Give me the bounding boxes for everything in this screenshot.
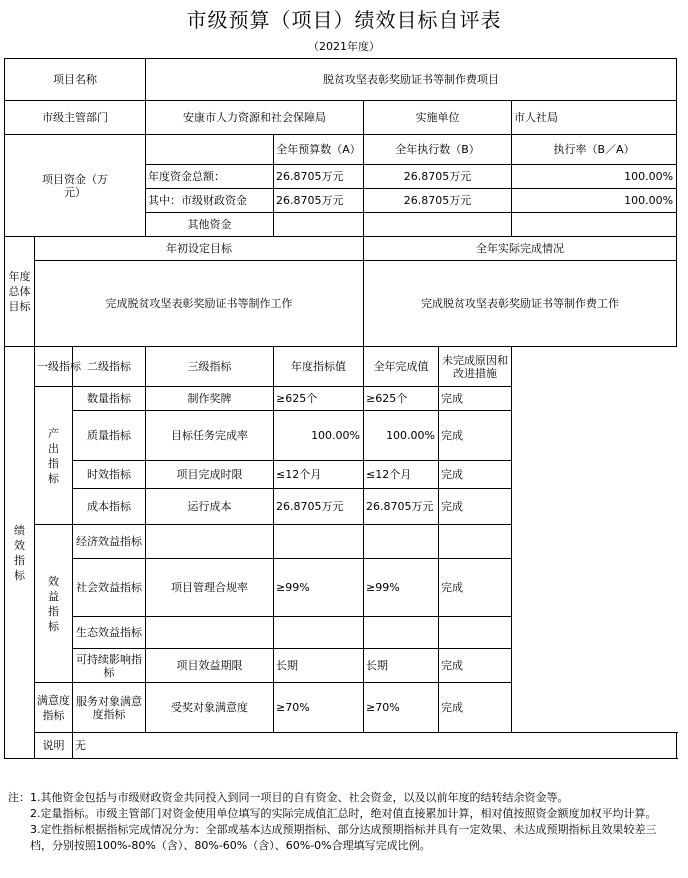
output-actual: 26.8705万元 xyxy=(364,489,439,525)
output-lvl2: 时效指标 xyxy=(73,461,146,489)
output-lvl3: 制作奖牌 xyxy=(146,387,274,411)
output-actual: ≥625个 xyxy=(364,387,439,411)
benefit-target xyxy=(274,525,364,559)
benefit-lvl2: 生态效益指标 xyxy=(73,617,146,649)
output-target: ≤12个月 xyxy=(274,461,364,489)
perf-reason-header: 未完成原因和改进措施 xyxy=(439,347,512,387)
benefit-target: ≥99% xyxy=(274,559,364,617)
dept-value: 安康市人力资源和社会保障局 xyxy=(146,101,364,135)
funds-fiscal-label: 其中：市级财政资金 xyxy=(146,189,274,213)
satisfaction-lvl3: 受奖对象满意度 xyxy=(146,683,274,733)
funds-total-budget: 26.8705万元 xyxy=(274,165,364,189)
benefit-reason: 完成 xyxy=(439,559,512,617)
benefit-actual: 长期 xyxy=(364,649,439,683)
funds-other-label: 其他资金 xyxy=(146,213,274,237)
remark-label: 说明 xyxy=(35,733,73,759)
benefit-lvl3 xyxy=(146,617,274,649)
unit-value: 市人社局 xyxy=(512,101,677,135)
output-actual: ≤12个月 xyxy=(364,461,439,489)
perf-lvl2-header: 二级指标 xyxy=(73,347,146,387)
output-actual: 100.00% xyxy=(364,411,439,461)
satisfaction-reason: 完成 xyxy=(439,683,512,733)
output-lvl3: 运行成本 xyxy=(146,489,274,525)
goals-actual-text: 完成脱贫攻坚表彰奖励证书等制作费工作 xyxy=(364,261,677,347)
goals-label: 年度总体目标 xyxy=(5,237,35,347)
funds-budget-header: 全年预算数（A） xyxy=(274,135,364,165)
footnote-1: 注：1.其他资金包括与市级财政资金共同投入到同一项目的自有资金、社会资金，以及以前年度的结转结余资金等。 xyxy=(8,791,569,804)
funds-fiscal-rate: 100.00% xyxy=(512,189,677,213)
perf-lvl3-header: 三级指标 xyxy=(146,347,274,387)
satisfaction-lvl2: 服务对象满意度指标 xyxy=(73,683,146,733)
benefit-lvl3: 项目效益期限 xyxy=(146,649,274,683)
benefit-reason: 完成 xyxy=(439,649,512,683)
output-lvl2: 成本指标 xyxy=(73,489,146,525)
dept-label: 市级主管部门 xyxy=(5,101,146,135)
benefit-lvl2: 经济效益指标 xyxy=(73,525,146,559)
goals-actual-header: 全年实际完成情况 xyxy=(364,237,677,261)
benefit-actual xyxy=(364,617,439,649)
remark-value: 无 xyxy=(73,733,677,759)
funds-other-budget xyxy=(274,213,364,237)
benefit-lvl3 xyxy=(146,525,274,559)
footnotes xyxy=(8,790,676,854)
benefit-target: 长期 xyxy=(274,649,364,683)
output-reason: 完成 xyxy=(439,411,512,461)
benefit-actual xyxy=(364,525,439,559)
benefit-target xyxy=(274,617,364,649)
output-reason: 完成 xyxy=(439,489,512,525)
funds-fiscal-exec: 26.8705万元 xyxy=(364,189,512,213)
funds-other-exec xyxy=(364,213,512,237)
perf-actual-header: 全年完成值 xyxy=(364,347,439,387)
footnote-2: 2.定量指标。市级主管部门对资金使用单位填写的实际完成值汇总时，绝对值直接累加计算，相对值按照资金额度加权平均计算。 xyxy=(30,807,657,820)
goals-plan-text: 完成脱贫攻坚表彰奖励证书等制作工作 xyxy=(35,261,364,347)
project-name-value: 脱贫攻坚表彰奖励证书等制作费项目 xyxy=(146,59,677,101)
evaluation-table xyxy=(4,58,677,759)
output-lvl2: 数量指标 xyxy=(73,387,146,411)
funds-other-rate xyxy=(512,213,677,237)
funds-corner-cell xyxy=(146,135,274,165)
funds-exec-header: 全年执行数（B） xyxy=(364,135,512,165)
perf-target-header: 年度指标值 xyxy=(274,347,364,387)
output-target: ≥625个 xyxy=(274,387,364,411)
funds-total-rate: 100.00% xyxy=(512,165,677,189)
perf-lvl1-header: 一级指标 xyxy=(35,347,73,387)
goals-plan-header: 年初设定目标 xyxy=(35,237,364,261)
footnote-3: 3.定性指标根据指标完成情况分为：全部或基本达成预期指标、部分达成预期指标并具有一定效果、未达成预期指标且效果较差三档，分别按照100%-80%（含）、80%-60%（含）、60%-0%合理填写完成比例。 xyxy=(30,823,657,852)
funds-total-label: 年度资金总额： xyxy=(146,165,274,189)
output-indicator-label: 产出指标 xyxy=(35,387,73,525)
perf-label: 绩效指标 xyxy=(5,347,35,759)
page-title: 市级预算（项目）绩效目标自评表 xyxy=(186,8,502,32)
satisfaction-actual: ≥70% xyxy=(364,683,439,733)
project-name-label: 项目名称 xyxy=(5,59,146,101)
output-lvl2: 质量指标 xyxy=(73,411,146,461)
report-year: （2021年度） xyxy=(308,40,380,53)
satisfaction-target: ≥70% xyxy=(274,683,364,733)
output-lvl3: 目标任务完成率 xyxy=(146,411,274,461)
output-lvl3: 项目完成时限 xyxy=(146,461,274,489)
benefit-lvl2: 社会效益指标 xyxy=(73,559,146,617)
unit-label: 实施单位 xyxy=(364,101,512,135)
output-reason: 完成 xyxy=(439,387,512,411)
benefit-reason xyxy=(439,525,512,559)
output-target: 26.8705万元 xyxy=(274,489,364,525)
satisfaction-indicator-label: 满意度指标 xyxy=(35,683,73,733)
output-target: 100.00% xyxy=(274,411,364,461)
benefit-lvl2: 可持续影响指标 xyxy=(73,649,146,683)
benefit-indicator-label: 效益指标 xyxy=(35,525,73,683)
benefit-reason xyxy=(439,617,512,649)
funds-total-exec: 26.8705万元 xyxy=(364,165,512,189)
funds-fiscal-budget: 26.8705万元 xyxy=(274,189,364,213)
funds-rate-header: 执行率（B／A） xyxy=(512,135,677,165)
output-reason: 完成 xyxy=(439,461,512,489)
funds-label: 项目资金（万元） xyxy=(5,135,146,237)
benefit-lvl3: 项目管理合规率 xyxy=(146,559,274,617)
benefit-actual: ≥99% xyxy=(364,559,439,617)
